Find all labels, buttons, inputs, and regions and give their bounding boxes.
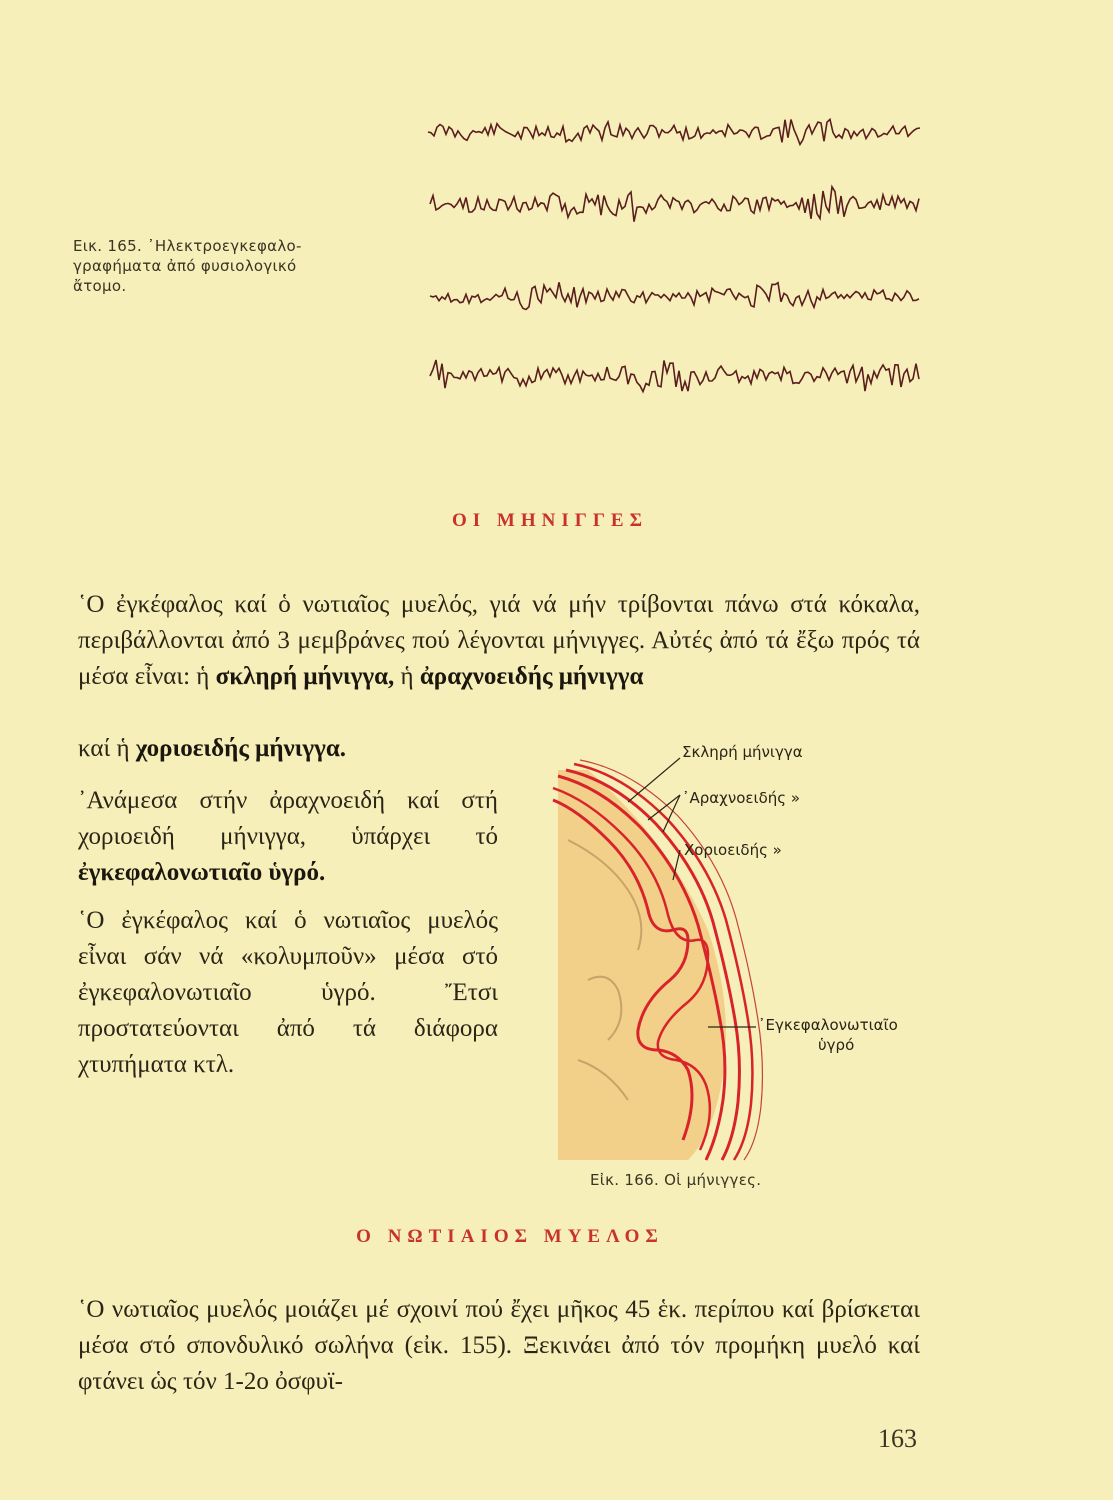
connector-text: καί ἡ — [78, 735, 136, 762]
paragraph — [78, 587, 920, 695]
term-pia-mater: χοριοειδής μήνιγγα. — [135, 735, 347, 762]
paragraph-text: ῾Ο ἐγκέφαλος καί ὁ νωτιαῖος μυελός εἶναι σάν νά «κολυμποῦν» μέσα στό ἐγκεφαλονωτιαῖο ὑγρό. Ἔτσι προστατεύονται ἀπό τά διάφορα χτυπήματα κτλ. — [78, 907, 498, 1078]
label-csf-line-1: ᾿Εγκεφαλονωτιαῖο — [758, 1016, 898, 1034]
spinal-cord-paragraph — [78, 1292, 920, 1400]
eeg-trace-1 — [428, 119, 920, 144]
paragraph-text: ᾿Ανάμεσα στήν ἀραχνοειδή καί στή χοριοειδή μήνιγγα, ὑπάρχει τό — [78, 787, 498, 850]
figure-165-caption — [73, 236, 393, 296]
term-arachnoid: ἀραχνοειδής μήνιγγα — [419, 663, 644, 690]
label-csf-line-2: ὑγρό — [818, 1036, 855, 1054]
paragraph — [78, 783, 498, 891]
term-csf: ἐγκεφαλονωτιαῖο ὑγρό. — [78, 859, 326, 886]
figure-166-caption: Εἰκ. 166. Οἱ μήνιγγες. — [590, 1171, 762, 1189]
eeg-traces — [0, 0, 1113, 420]
meninges-intro-paragraph — [78, 587, 920, 695]
protection-paragraph — [78, 903, 498, 1083]
label-dura-mater: Σκληρή μήνιγγα — [682, 743, 803, 761]
label-arachnoid: ᾿Αραχνοειδής » — [682, 789, 801, 807]
eeg-trace-2 — [430, 187, 919, 222]
meninges-intro-paragraph-end — [78, 731, 538, 767]
connector-text: ἡ — [394, 663, 420, 690]
section-heading-meninges: ΟΙ ΜΗΝΙΓΓΕΣ — [451, 510, 649, 531]
eeg-trace-3 — [430, 282, 919, 309]
figure-165-caption-line-1: Εικ. 165. ᾿Ηλεκτροεγκεφαλο- — [73, 237, 302, 255]
label-csf — [758, 1015, 898, 1055]
paragraph-text: ῾Ο ἐγκέφαλος καί ὁ νωτιαῖος μυελός, γιά νά μήν τρίβονται πάνω στά κόκαλα, περιβάλλονται ἀπό 3 μεμβράνες πού λέγονται μήνιγγες. Αὐτές ἀπό τά ἔξω πρός τά μέσα εἶναι: ἡ — [78, 591, 920, 690]
figure-165-caption-line-3: ἄτομο. — [73, 277, 127, 295]
label-pia-mater: Χοριοειδής » — [684, 841, 782, 859]
figure-165-caption-line-2: γραφήματα ἀπό φυσιολογικό — [73, 257, 297, 275]
paragraph-text: ῾Ο νωτιαῖος μυελός μοιάζει μέ σχοινί πού ἔχει μῆκος 45 ἑκ. περίπου καί βρίσκεται μέσα στό σπονδυλικό σωλήνα (εἰκ. 155). Ξεκινάει ἀπό τόν προμήκη μυελό καί φτάνει ὡς τόν 1-2ο ὀσφυϊ- — [78, 1296, 920, 1395]
term-dura-mater: σκληρή μήνιγγα, — [215, 663, 395, 690]
section-heading-spinal-cord: Ο ΝΩΤΙΑΙΟΣ ΜΥΕΛΟΣ — [356, 1226, 664, 1247]
page-number: 163 — [878, 1424, 917, 1453]
csf-paragraph — [78, 783, 498, 891]
eeg-trace-4 — [430, 360, 919, 392]
